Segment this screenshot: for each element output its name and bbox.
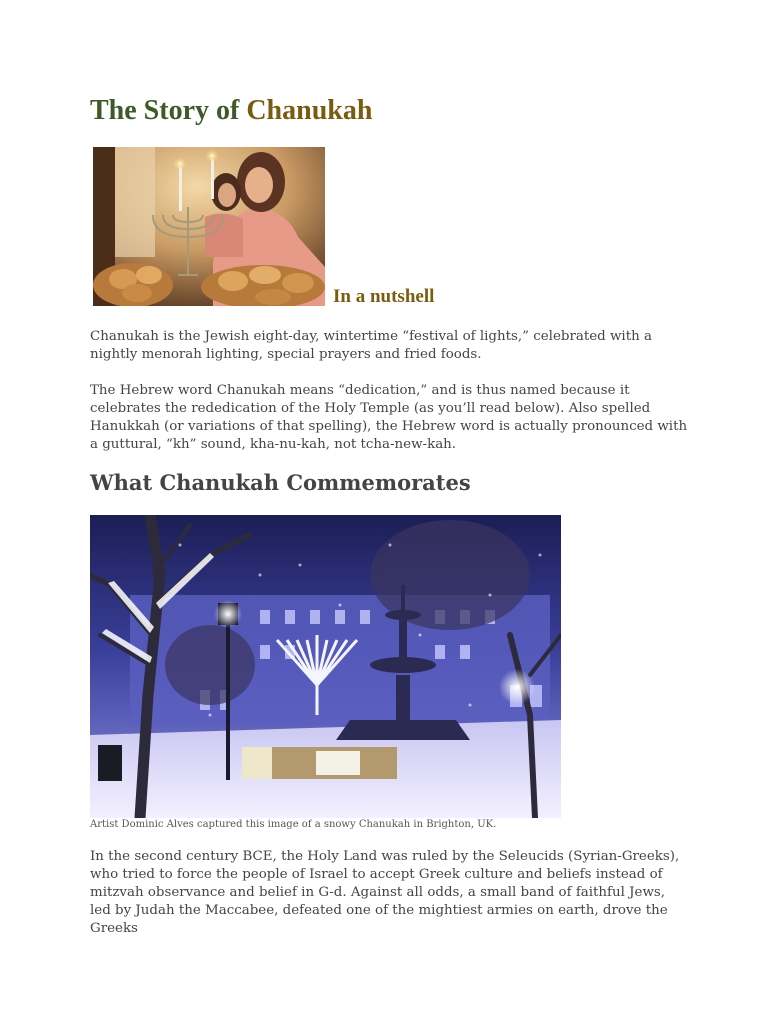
page-title-prefix: The Story of (90, 95, 247, 126)
family-menorah-photo (93, 147, 325, 306)
section-heading-commemorates: What Chanukah Commemorates (90, 470, 471, 495)
page-title (90, 94, 372, 128)
snowy-brighton-menorah-photo (90, 515, 561, 818)
paragraph-intro: Chanukah is the Jewish eight-day, wintertime “festival of lights,” celebrated with a nightly menorah lighting, special prayers and fried foods. (90, 329, 652, 362)
paragraph-meaning: The Hebrew word Chanukah means “dedication,” and is thus named because it celebrates the rededication of the Holy Temple (as you’ll read below). Also spelled Hanukkah (or variations of that spelling), the Hebrew word is actually pronounced with a guttural, “kh” sound, kha-nu-kah, not tcha-new-kah. (90, 383, 688, 452)
paragraph-history: In the second century BCE, the Holy Land was ruled by the Seleucids (Syrian-Greeks), who tried to force the people of Israel to accept Greek culture and beliefs instead of mitzvah observance and belief in G-d. Against all odds, a small band of faithful Jews, led by Judah the Maccabee, defeated one of the mightiest armies on earth, drove the Greeks (90, 849, 680, 936)
subheading-in-a-nutshell: In a nutshell (333, 286, 435, 307)
photo-caption: Artist Dominic Alves captured this image of a snowy Chanukah in Brighton, UK. (90, 819, 497, 830)
page-title-chanukah: Chanukah (246, 95, 373, 126)
